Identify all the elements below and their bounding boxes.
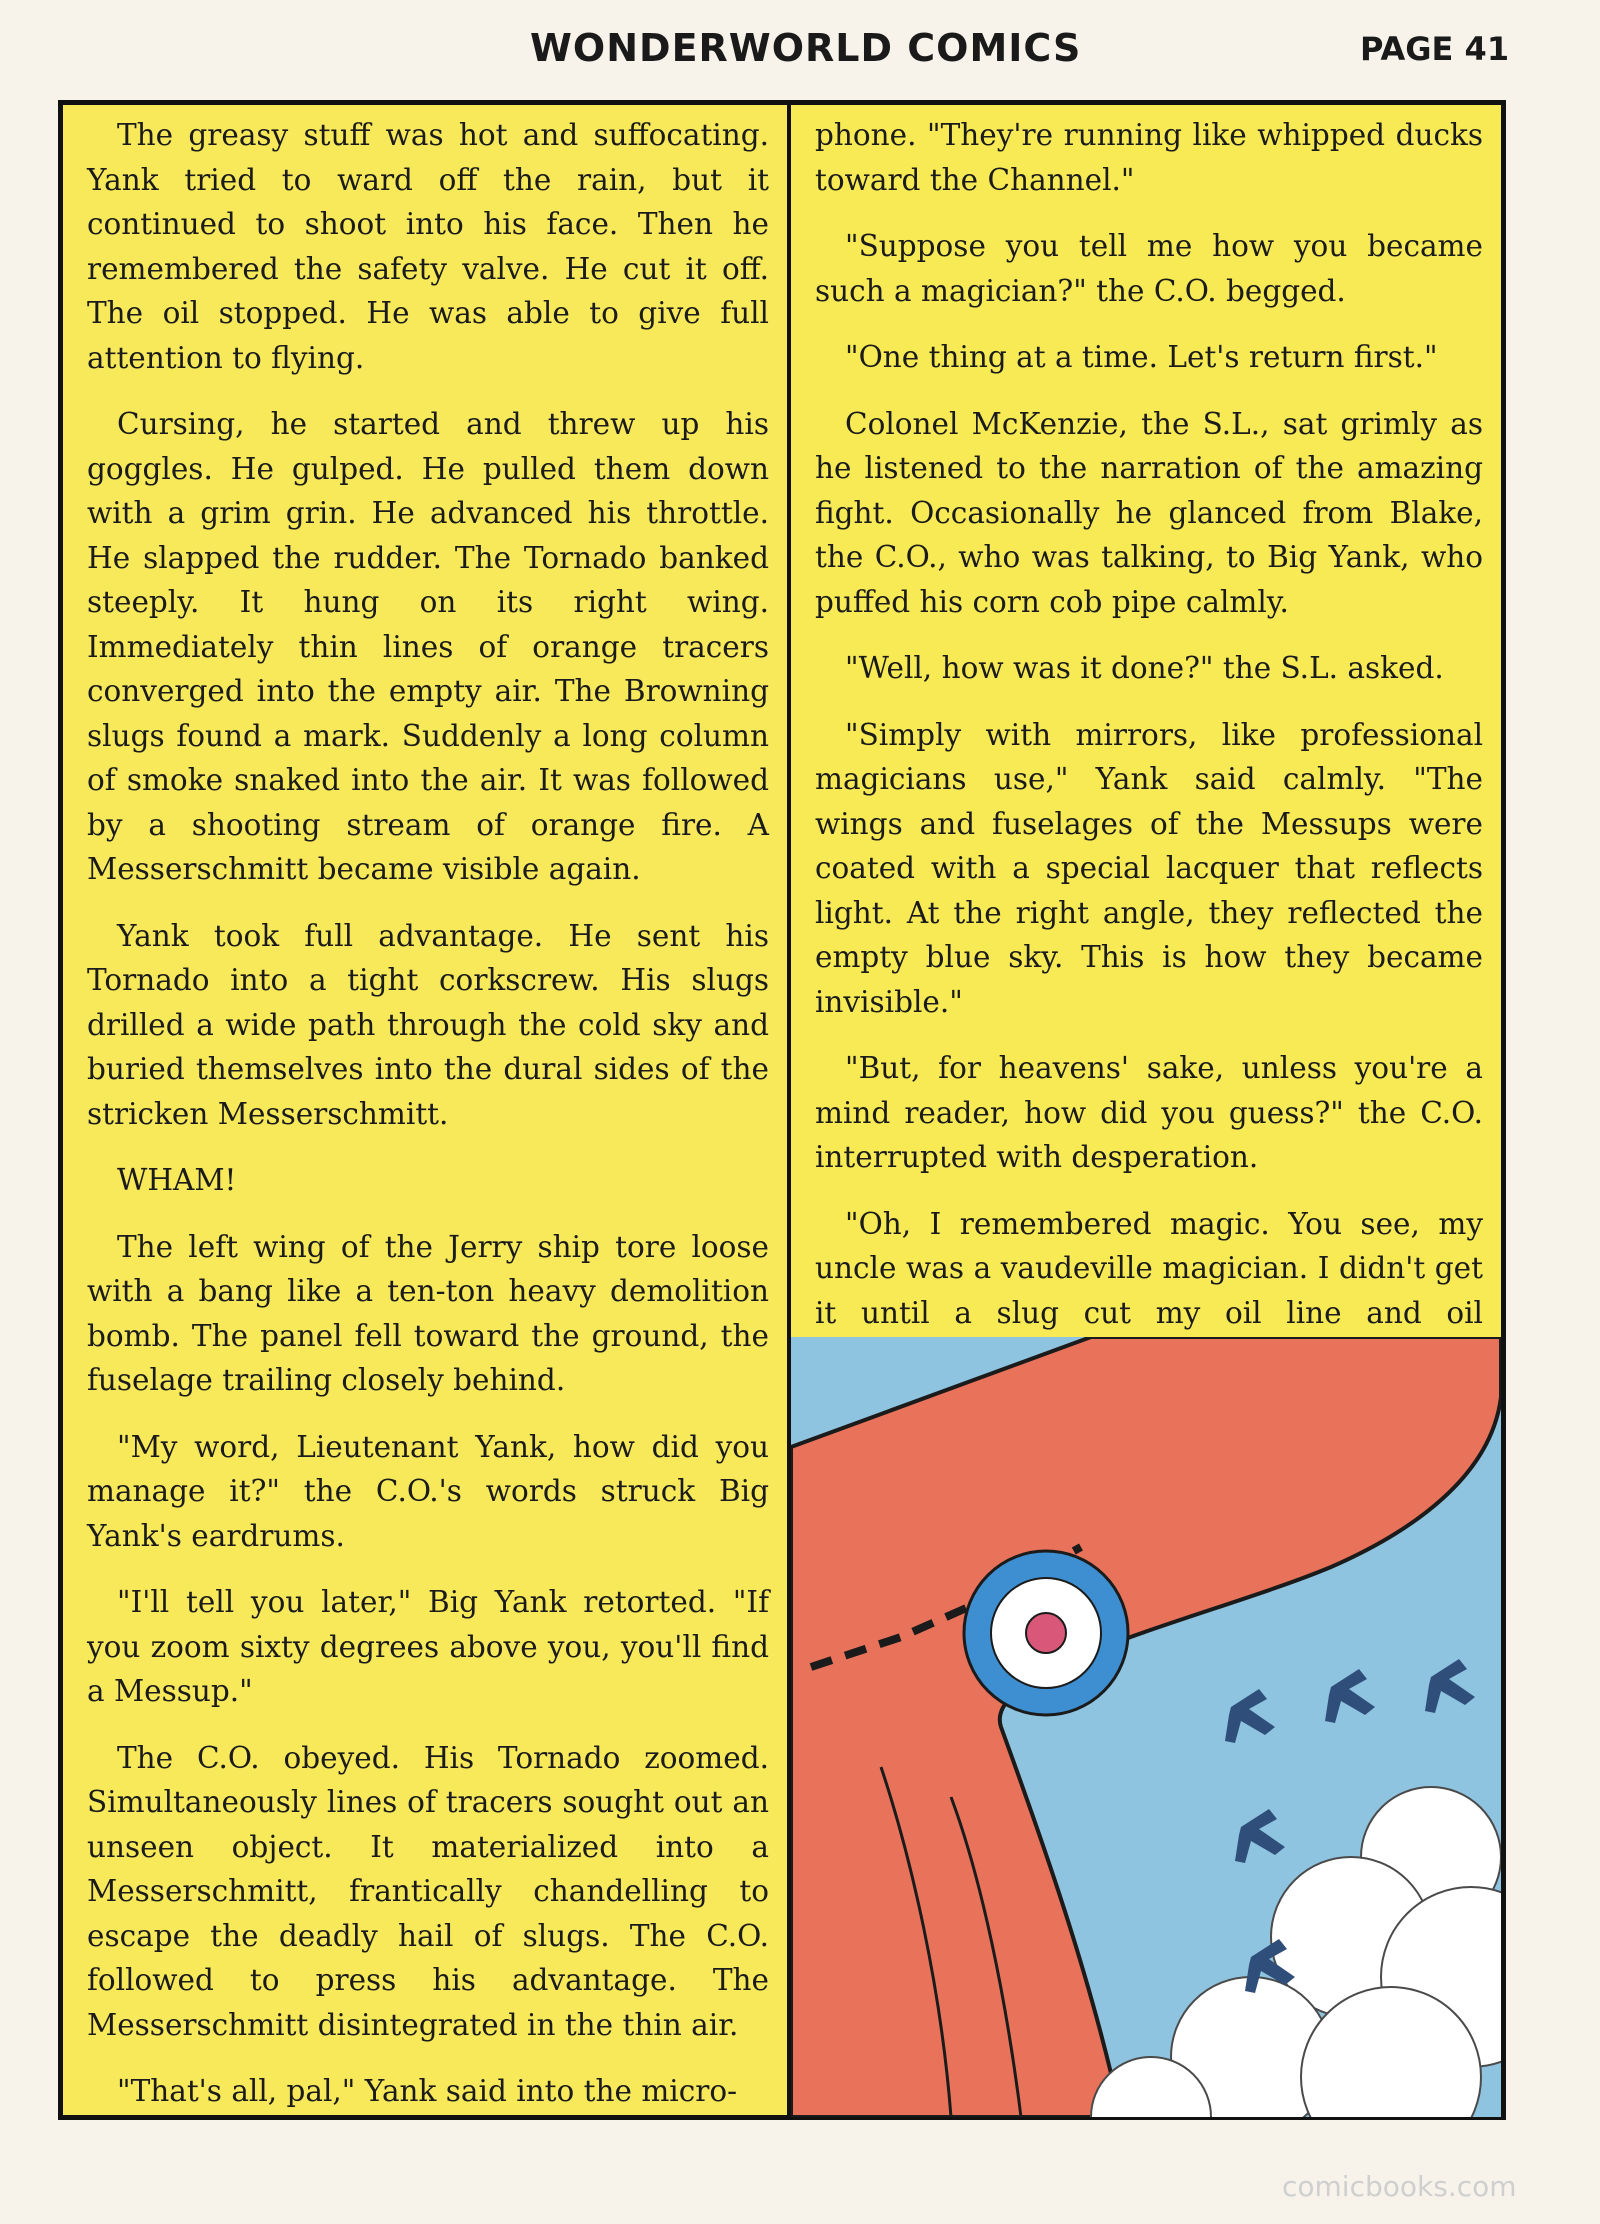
roundel-icon (964, 1551, 1128, 1715)
story-paragraph: Yank took full advantage. He sent his Tornado into a tight corkscrew. His slugs drilled a wide path through the cold sky and buried themselves into the dural sides of the stricken Messerschmitt. (87, 918, 769, 1131)
left-text-column (63, 105, 791, 2115)
story-paragraph: The C.O. obeyed. His Tornado zoomed. Simultaneously lines of tracers sought out an unseen object. It materialized into a Messerschmitt, frantically chandelling to escape the deadly hail of slugs. The C.O. followed to press his advantage. The Messerschmitt disintegrated in the thin air. (87, 1740, 769, 2042)
story-paragraph: Colonel McKenzie, the S.L., sat grimly as he listened to the narration of the amazing fight. Occasionally he glanced from Blake, the C.O., who was talking, to Big Yank, who puffed his corn cob pipe calmly. (815, 406, 1483, 619)
story-panel (58, 100, 1506, 2120)
story-paragraph: "Suppose you tell me how you became such a magician?" the C.O. begged. (815, 229, 1483, 308)
page-header (0, 0, 1600, 100)
story-paragraph: "My word, Lieutenant Yank, how did you manage it?" the C.O.'s words struck Big Yank's eardrums. (87, 1429, 769, 1553)
story-paragraph: "One thing at a time. Let's return first." (845, 340, 1438, 374)
story-paragraph: The greasy stuff was hot and suffocating. Yank tried to ward off the rain, but it continued to shoot into his face. Then he remembered the safety valve. He cut it off. The oil stopped. He was able to give full attention to flying. (87, 118, 769, 375)
story-paragraph: "That's all, pal," Yank said into the micro- (117, 2074, 738, 2108)
story-paragraph: The left wing of the Jerry ship tore loose with a bang like a ten-ton heavy demolition bomb. The panel fell toward the ground, the fuselage trailing closely behind. (87, 1229, 769, 1397)
story-paragraph: WHAM! (117, 1163, 237, 1197)
story-paragraph: "Simply with mirrors, like professional magicians use," Yank said calmly. "The wings and fuselages of the Messups were coated with a special lacquer that reflects light. At the right angle, they reflected the empty blue sky. This is how they became invisible." (815, 717, 1483, 1019)
magazine-title: WONDERWORLD COMICS (530, 26, 1082, 70)
story-paragraph: "Oh, I remembered magic. You see, my uncle was a vaudeville magician. I didn't get it until a slug cut my oil line and oil (815, 1206, 1483, 1330)
wing-artwork (791, 1337, 1501, 2117)
story-paragraph: phone. "They're running like whipped ducks toward the Channel." (815, 118, 1483, 197)
story-paragraph: Cursing, he started and threw up his goggles. He gulped. He pulled them down with a grim grin. He advanced his throttle. He slapped the rudder. The Tornado banked steeply. It hung on its right wing. Immediately thin lines of orange tracers converged into the empty air. The Browning slugs found a mark. Suddenly a long column of smoke snaked into the air. It was followed by a shooting stream of orange fire. A Messerschmitt became visible again. (87, 407, 769, 886)
story-paragraph: "Well, how was it done?" the S.L. asked. (845, 651, 1444, 685)
site-watermark: comicbooks.com (1282, 2170, 1517, 2203)
story-paragraph: "I'll tell you later," Big Yank retorted. "If you zoom sixty degrees above you, you'll find a Messup." (87, 1585, 769, 1708)
page-number: PAGE 41 (1360, 30, 1510, 68)
airplane-wing-illustration (791, 1337, 1501, 2117)
story-paragraph: "But, for heavens' sake, unless you're a mind reader, how did you guess?" the C.O. interrupted with desperation. (815, 1051, 1483, 1174)
